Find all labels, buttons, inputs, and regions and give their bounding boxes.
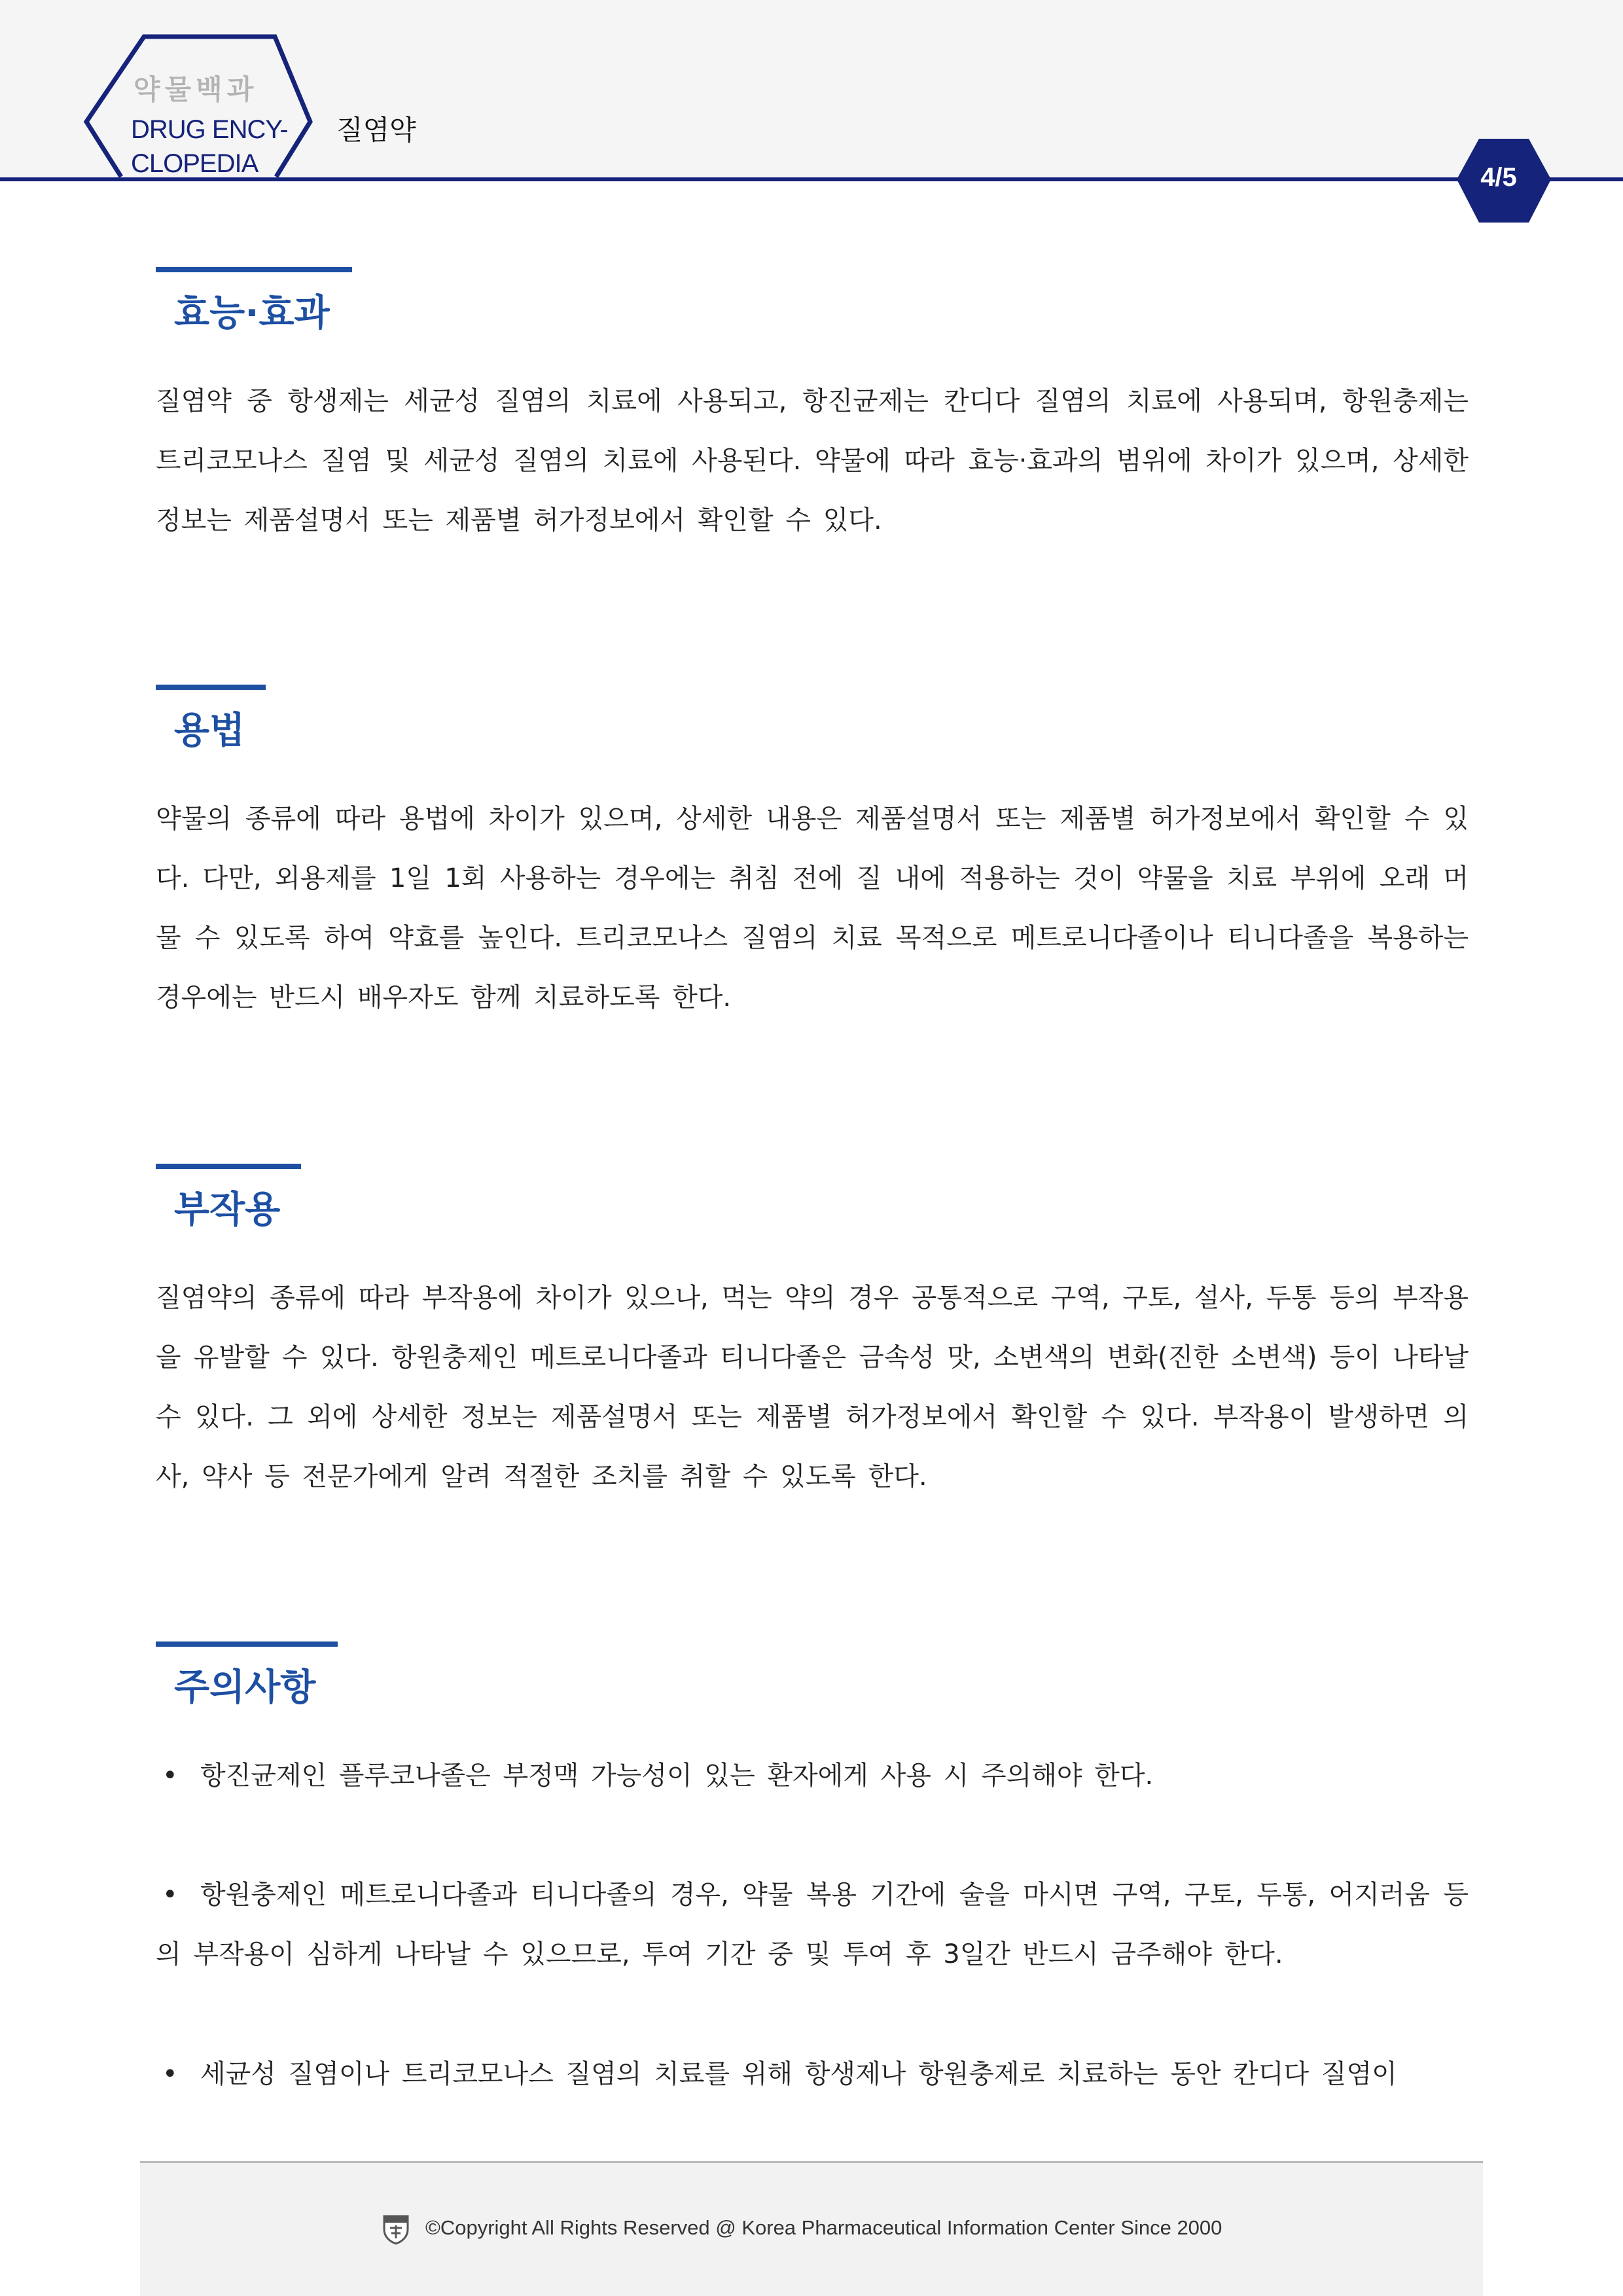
bullet-icon: • [162, 1761, 178, 1791]
section-body-usage: 약물의 종류에 따라 용법에 차이가 있으며, 상세한 내용은 제품설명서 또는 제품별 허가정보에서 확인할 수 있다. 다만, 외용제를 1일 1회 사용하는 경우에는 취침 전에 질 내에 적용하는 것이 약물을 치료 부위에 오래 머물 수 있도록 하여 약효를 높인다. 트리코모나스 질염의 치료 목적으로 메트로니다졸이나 티니다졸을 복용하는 경우에는 반드시 배우자도 함께 치료하도록 한다. [156, 804, 1469, 1013]
precaution-text: 세균성 질염이나 트리코모나스 질염의 치료를 위해 항생제나 항원충제로 치료하는 동안 칸디다 질염이 [200, 2059, 1397, 2089]
bullet-icon: • [162, 2059, 178, 2089]
section-title-precautions: 주의사항 [174, 1666, 316, 1709]
section-bar-side-effects [156, 1164, 301, 1169]
copyright-text: ©Copyright All Rights Reserved @ Korea Pharmaceutical Information Center Since 2000 [425, 2216, 1222, 2239]
section-title-efficacy: 효능·효과 [174, 292, 330, 334]
section-body-side-effects: 질염약의 종류에 따라 부작용에 차이가 있으나, 먹는 약의 경우 공통적으로 구역, 구토, 설사, 두통 등의 부작용을 유발할 수 있다. 항원충제인 메트로니다졸과 티니다졸은 금속성 맛, 소변색의 변화(진한 소변색) 등이 나타날 수 있다. 그 외에 상세한 정보는 제품설명서 또는 제품별 허가정보에서 확인할 수 있다. 부작용이 발생하면 의사, 약사 등 전문가에게 알려 적절한 조치를 취할 수 있도록 한다. [156, 1283, 1469, 1492]
section-title-usage: 용법 [174, 709, 245, 752]
section-bar-efficacy [156, 267, 352, 272]
logo-korean-text: 약물백과 [134, 73, 259, 105]
section-title-side-effects: 부작용 [174, 1189, 281, 1231]
footer-rule [140, 2161, 1483, 2163]
section-bar-precautions [156, 1641, 338, 1647]
precaution-text: 항원충제인 메트로니다졸과 티니다졸의 경우, 약물 복용 기간에 술을 마시면 구역, 구토, 두통, 어지러움 등의 부작용이 심하게 나타날 수 있으므로, 투여 기간 중 및 투여 후 3일간 반드시 금주해야 한다. [156, 1880, 1469, 1969]
logo-english-line2: CLOPEDIA [131, 149, 259, 178]
shield-logo-icon [382, 2214, 410, 2245]
logo-english-line1: DRUG ENCY- [131, 115, 288, 144]
precaution-text: 항진균제인 플루코나졸은 부정맥 가능성이 있는 환자에게 사용 시 주의해야 한다. [200, 1761, 1154, 1791]
precaution-item [156, 1865, 1469, 1984]
section-bar-usage [156, 685, 266, 690]
category-title: 질염약 [336, 114, 416, 146]
precaution-item [156, 2045, 1469, 2104]
logo-english-text [131, 113, 288, 181]
section-body-efficacy: 질염약 중 항생제는 세균성 질염의 치료에 사용되고, 항진균제는 칸디다 질염의 치료에 사용되며, 항원충제는 트리코모나스 질염 및 세균성 질염의 치료에 사용된다. 약물에 따라 효능·효과의 범위에 차이가 있으며, 상세한 정보는 제품설명서 또는 제품별 허가정보에서 확인할 수 있다. [156, 386, 1469, 535]
precaution-item [156, 1746, 1469, 1806]
page-number: 4/5 [1480, 163, 1517, 192]
bullet-icon: • [162, 1880, 178, 1910]
